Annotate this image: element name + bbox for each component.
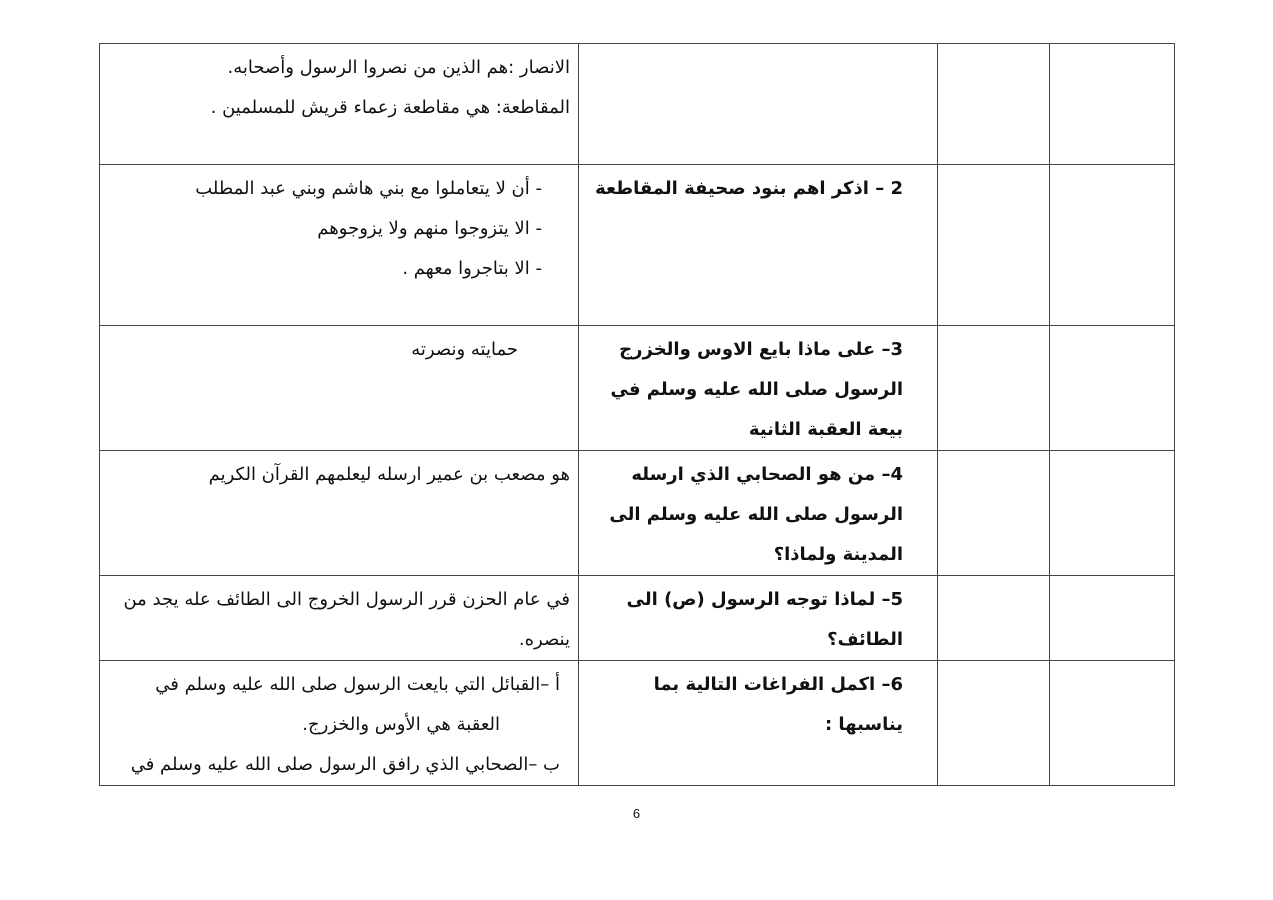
question-cell xyxy=(579,44,938,165)
answer-line: المقاطعة: هي مقاطعة زعماء قريش للمسلمين . xyxy=(210,97,570,118)
blank-cell xyxy=(938,165,1050,326)
question-cell xyxy=(579,451,938,576)
answer-cell xyxy=(100,661,579,786)
blank-cell xyxy=(1050,326,1175,451)
blank-cell xyxy=(938,661,1050,786)
worksheet-table xyxy=(99,43,1175,786)
blank-cell xyxy=(938,326,1050,451)
question-cell xyxy=(579,165,938,326)
question-cell xyxy=(579,661,938,786)
answer-cell xyxy=(100,451,579,576)
blank-cell xyxy=(1050,576,1175,661)
answer-line: ينصره. xyxy=(518,629,570,650)
question-text: 5– لماذا توجه الرسول (ص) الى الطائف؟ xyxy=(626,589,903,650)
blank-cell xyxy=(1050,165,1175,326)
table-row xyxy=(100,165,1175,326)
answer-cell xyxy=(100,44,579,165)
table-row xyxy=(100,326,1175,451)
answer-line: - الا يتزوجوا منهم ولا يزوجوهم xyxy=(317,218,542,239)
blank-cell xyxy=(938,451,1050,576)
blank-cell xyxy=(938,576,1050,661)
table-row xyxy=(100,661,1175,786)
answer-line: العقبة هي الأوس والخزرج. xyxy=(302,714,500,735)
question-text xyxy=(579,44,937,48)
question-cell xyxy=(579,576,938,661)
answer-cell xyxy=(100,326,579,451)
answer-line: - الا بتاجروا معهم . xyxy=(402,258,542,279)
table-row xyxy=(100,44,1175,165)
answer-cell xyxy=(100,165,579,326)
page-number: 6 xyxy=(632,806,641,821)
question-text: 2 – اذكر اهم بنود صحيفة المقاطعة xyxy=(595,178,903,199)
answer-cell xyxy=(100,576,579,661)
table-row xyxy=(100,451,1175,576)
answer-line: ب –الصحابي الذي رافق الرسول صلى الله عليه وسلم في xyxy=(130,754,560,775)
blank-cell xyxy=(1050,661,1175,786)
answer-line: الانصار :هم الذين من نصروا الرسول وأصحابه. xyxy=(227,57,570,78)
question-text: 6– اكمل الفراغات التالية بما يناسبها : xyxy=(653,674,903,735)
question-cell xyxy=(579,326,938,451)
blank-cell xyxy=(1050,44,1175,165)
answer-line: - أن لا يتعاملوا مع بني هاشم وبني عبد المطلب xyxy=(195,178,542,199)
blank-cell xyxy=(938,44,1050,165)
question-text: 4– من هو الصحابي الذي ارسله الرسول صلى الله عليه وسلم الى المدينة ولماذا؟ xyxy=(609,464,903,565)
answer-line: هو مصعب بن عمير ارسله ليعلمهم القرآن الكريم xyxy=(208,464,570,485)
blank-cell xyxy=(1050,451,1175,576)
answer-line: أ –القبائل التي بايعت الرسول صلى الله عليه وسلم في xyxy=(155,674,560,695)
table-row xyxy=(100,576,1175,661)
answer-line: في عام الحزن قرر الرسول الخروج الى الطائف عله يجد من xyxy=(123,589,570,610)
answer-line: حمايته ونصرته xyxy=(411,339,518,360)
question-text: 3– على ماذا بايع الاوس والخزرج الرسول صلى الله عليه وسلم في بيعة العقبة الثانية xyxy=(610,339,903,440)
